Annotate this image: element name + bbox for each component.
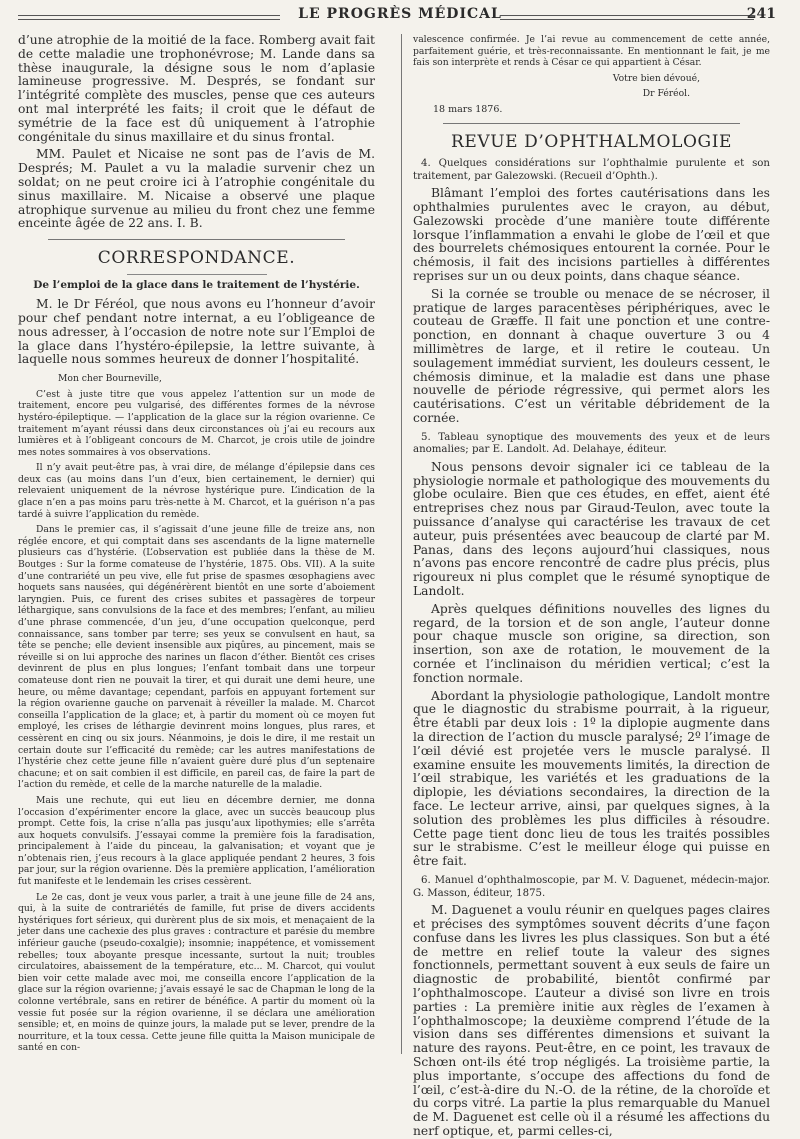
letter-paragraph: valescence confirmée. Je l’ai revue au commencement de cette année, parfaitement guérie, et très-reconnaissante. En mentionnant le fait, je me fais son interprète et rends à César ce qui appartient à César. <box>413 34 770 69</box>
separator <box>443 123 740 124</box>
letter-paragraph: C’est à juste titre que vous appelez l’attention sur un mode de traitement, encore peu vulgarisé, des différentes formes de la névrose hystéro-épileptique. — l’application de la glace sur la région ovarienne. Ce traitement m’ayant réussi dans deux circonstances où j’ai eu recours aux lumières et à l’obligeant concours de M. Charcot, je crois utile de joindre mes notes sommaires à vos observations. <box>18 388 375 458</box>
journal-title: LE PROGRÈS MÉDICAL <box>298 6 502 22</box>
paragraph: d’une atrophie de la moitié de la face. Romberg avait fait de cette maladie une trophonévrose; M. Lande dans sa thèse inaugurale, la désigne sous le nom d’aplasie lamineuse progressive. M. Després, se fondant sur l’intégrité complète des muscles, pense que ces auteurs ont mal interprété les faits; il croit que le défaut de symétrie de la face est dû uniquement à l’atrophie congénitale du sinus maxillaire et du sinus frontal. <box>18 33 375 144</box>
title-underline <box>127 274 267 275</box>
letter-salutation: Mon cher Bourneville, <box>58 373 162 385</box>
paragraph: Nous pensons devoir signaler ici ce tableau de la physiologie normale et pathologique des mouvements du globe oculaire. Bien que ces études, en effet, aient été entreprises chez nous par Giraud-Teulon, avec toute la puissance d’analyse qui caractérise les travaux de cet auteur, puis présentées avec beaucoup de clarté par M. Panas, dans des leçons aujourd’hui classiques, nous n’avons pas encore rencontré de cadre plus précis, plus rigoureux ni plus complet que le résumé synoptique de Landolt. <box>413 459 770 599</box>
right-column <box>413 34 770 1138</box>
paragraph: M. Daguenet a voulu réunir en quelques pages claires et précises des symptômes souvent décrits d’une façon confuse dans les livres les plus classiques. Son but a été de mettre en relief toute la valeur des signes fonctionnels, permettant souvent à eux seuls de faire un diagnostic de probabilité, bientôt confirmé par l’ophthalmoscope. L’auteur a divisé son livre en trois parties : La première initie aux règles de l’examen à l’ophthalmoscope; la deuxième comprend l’étude de la vision dans ses différentes dimensions et suivant la nature des rayons. Peut-être, en ce point, les travaux de Schœn ont-ils été trop négligés. La troisième partie, la plus importante, s’occupe des affections du fond de l’œil, c’est-à-dire du N.-O. de la rétine, de la choroïde et du corps vitré. La partie la plus remarquable du Manuel de M. Daguenet est celle où il a résumé les affections du nerf optique, et, parmi celles-ci, <box>413 903 770 1138</box>
letter-paragraph: Le 2e cas, dont je veux vous parler, a trait à une jeune fille de 24 ans, qui, à la suite de contrariétés de famille, fut prise de divers accidents hystériques fort sérieux, qui durèrent plus de six mois, et menaçaient de la jeter dans une cachexie des plus graves : contracture et parésie du membre inférieur gauche (pseudo-coxalgie); insomnie; inappétence, et vomissement rebelles; toux aboyante presque incessante, surtout la nuit; troubles circulatoires, abaissement de la température, etc... M. Charcot, qui voulut bien voir cette malade avec moi, me conseilla encore l’application de la glace sur la région ovarienne; j’avais essayé le sac de Chapman le long de la colonne vertébrale, sans en retirer de bénéfice. A partir du moment où la vessie fut posée sur la région ovarienne, il se déclara une amélioration sensible; et, en moins de quinze jours, la malade put se lever, prendre de la nourriture, et la toux cessa. Cette jeune fille quitta la Maison municipale de santé en con- <box>18 891 375 1054</box>
column-divider <box>401 34 402 1054</box>
letter-paragraph: Dans le premier cas, il s’agissait d’une jeune fille de treize ans, non réglée encore, et qui comptait dans ses ascendants de la ligne maternelle plusieurs cas d’hystérie. (L’observation est publiée dans la thèse de M. Boutges : Sur la forme comateuse de l’hystérie, 1875. Obs. VII). A la suite d’une contrariété un peu vive, elle fut prise de spasmes œsophagiens avec hoquets sans nausées, qui dégénérèrent bientôt en une sorte d’aboiement laryngien. Puis, ce furent des crises subites et passagères de torpeur léthargique, sans convulsions de la face et des membres; l’enfant, au milieu d’une phrase commencée, d’un jeu, d’une occupation quelconque, perd connaissance, sans tomber par terre; ses yeux se convulsent en haut, sa tête se penche; elle devient insensible aux piqûres, au pincement, mais se réveille si on lui approche des narines un flacon d’éther. Bientôt ces crises devinrent de plus en plus longues; l’enfant tombait dans une torpeur comateuse dont rien ne pouvait la tirer, et qui durait une demi heure, une heure, ou même davantage; cependant, parfois en appuyant fortement sur la région ovarienne gauche on parvenait à réveiller la malade. M. Charcot conseilla l’application de la glace; et, à partir du moment où ce moyen fut employé, les crises de léthargie devinrent moins longues, plus rares, et cessèrent en cinq ou six jours. Néanmoins, je dois le dire, il me restait un certain doute sur l’efficacité du remède; car les autres manifestations de l’hystérie chez cette jeune fille n’avaient guère duré plus d’un septenaire chacune; et on sait combien il est difficile, en pareil cas, de faire la part de l’action du remède, et celle de la marche naturelle de la maladie. <box>18 524 375 791</box>
left-column <box>18 34 375 1059</box>
separator <box>48 239 345 240</box>
article-subtitle: De l’emploi de la glace dans le traitement de l’hystérie. <box>33 279 360 292</box>
letter-paragraph: Mais une rechute, qui eut lieu en décembre dernier, me donna l’occasion d’expérimenter encore la glace, avec un succès beaucoup plus prompt. Cette fois, la crise n’alla pas jusqu’aux lipothymies; elle s’arrêta aux hoquets convulsifs. J’essayai comme la première fois la faradisation, principalement à l’aide du pinceau, la galvanisation; et voyant que je n’obtenais rien, j’eus recours à la glace appliquée pendant 2 heures, 3 fois par jour, sur la région ovarienne. Dès la première application, l’amélioration fut manifeste et le lendemain les crises cessèrent. <box>18 794 375 888</box>
header-rule-right <box>500 15 754 20</box>
page-number: 241 <box>746 6 776 22</box>
paragraph: MM. Paulet et Nicaise ne sont pas de l’avis de M. Després; M. Paulet a vu la maladie survenir chez un soldat; on ne peut croire ici à l’atrophie congénitale du sinus maxillaire. M. Nicaise a observé une plaque atrophique survenue au milieu du front chez une femme enceinte âgée de 22 ans. I. B. <box>18 147 375 231</box>
letter-signature: Dr Féréol. <box>642 88 690 100</box>
page-header <box>18 6 782 28</box>
paragraph: Après quelques définitions nouvelles des lignes du regard, de la torsion et de son angle, l’auteur donne pour chaque muscle son origine, sa direction, son insertion, son axe de rotation, le mouvement de la cornée et l’inclinaison du méridien vertical; c’est la fonction normale. <box>413 601 770 685</box>
paragraph: Blâmant l’emploi des fortes cautérisations dans les ophthalmies purulentes avec le crayon, au début, Galezowski procède d’une manière toute différente lorsque l’inflammation a envahi le globe de l’œil et que des bourrelets chémosiques entourent la cornée. Pour le chémosis, il fait des incisions partielles à différentes reprises sur un ou deux points, dans chaque séance. <box>413 186 770 283</box>
letter-date: 18 mars 1876. <box>433 103 503 115</box>
letter-closing: Votre bien dévoué, <box>612 72 700 84</box>
article-heading: 6. Manuel d’ophthalmoscopie, par M. V. Daguenet, médecin-major. G. Masson, éditeur, 1875. <box>413 875 770 899</box>
letter-paragraph: Il n’y avait peut-être pas, à vrai dire, de mélange d’épilepsie dans ces deux cas (au moins dans l’un d’eux, bien certainement, le dernier) qui relevaient uniquement de la névrose hystérique pure. L’indication de la glace n’en a pas moins paru très-nette à M. Charcot, et la guérison n’a pas tardé à suivre l’application du remède. <box>18 462 375 520</box>
paragraph: Abordant la physiologie pathologique, Landolt montre que le diagnostic du strabisme pourrait, à la rigueur, être établi par deux lois : 1º la diplopie augmente dans la direction de l’action du muscle paralysé; 2º l’image de l’œil dévié est projetée vers le muscle paralysé. Il examine ensuite les mouvements limités, la direction de l’œil strabique, les variétés et les graduations de la diplopie, les déviations secondaires, la direction de la face. Le lecteur arrive, ainsi, par quelques signes, à la solution des problèmes les plus difficiles à résoudre. Cette page tient donc lieu de tous les traités possibles sur le strabisme. C’est le meilleur éloge qui puisse en être fait. <box>413 688 770 869</box>
section-title-correspondance: CORRESPONDANCE. <box>97 248 296 269</box>
paragraph: M. le Dr Féréol, que nous avons eu l’honneur d’avoir pour chef pendant notre internat, a eu l’obligeance de nous adresser, à l’occasion de notre note sur l’Emploi de la glace dans l’hystéro-épilepsie, la lettre suivante, à laquelle nous sommes heureux de donner l’hospitalité. <box>18 297 375 367</box>
article-heading: 4. Quelques considérations sur l’ophthalmie purulente et son traitement, par Galezowski. (Recueil d’Ophth.). <box>413 157 770 182</box>
paragraph: Si la cornée se trouble ou menace de se nécroser, il pratique de larges paracentèses périphériques, avec le couteau de Græffe. Il fait une ponction et une contre-ponction, en donnant à chaque ouverture 3 ou 4 millimètres de large, et il retire le couteau. Un soulagement immédiat survient, les douleurs cessent, le chémosis diminue, et la maladie est dans une phase nouvelle de période régressive, qui permet alors les cautérisations. C’est un véritable débridement de la cornée. <box>413 286 770 425</box>
article-heading: 5. Tableau synoptique des mouvements des yeux et de leurs anomalies; par E. Landolt. Ad. Delahaye, éditeur. <box>413 431 770 456</box>
section-title-ophthalmologie: REVUE D’OPHTHALMOLOGIE <box>450 131 733 152</box>
